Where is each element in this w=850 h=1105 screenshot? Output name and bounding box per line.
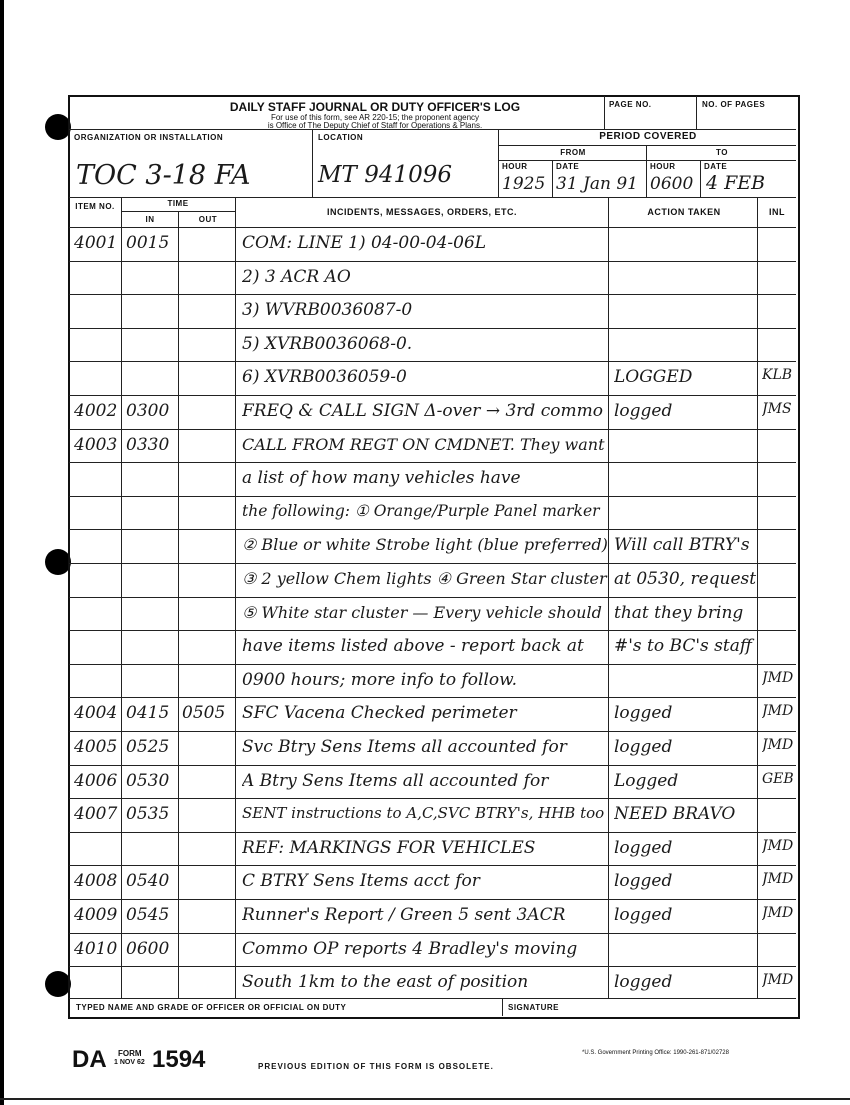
item-number: 4006 [74,770,118,791]
row-divider [69,933,796,934]
time-in: 0600 [126,938,170,959]
organization-value: TOC 3-18 FA [76,160,251,191]
row-divider [69,664,796,665]
initials: JMD [762,669,794,686]
time-in: 0535 [126,804,170,825]
incident-text: 0900 hours; more info to follow. [242,669,518,690]
form-number: 1594 [152,1046,206,1073]
row-divider [69,899,796,900]
incident-text: C BTRY Sens Items acct for [242,871,480,892]
from-date-value: 31 Jan 91 [556,174,638,194]
to-label: TO [716,148,728,157]
incident-text: South 1km to the east of position [242,972,529,993]
action-taken: logged [614,401,673,421]
page-edge [0,0,4,1105]
row-divider [69,563,796,564]
row-divider [69,328,796,329]
row-divider [69,731,796,732]
time-in: 0540 [126,871,170,892]
period-covered-label: PERIOD COVERED [599,131,697,142]
row-divider [69,765,796,766]
incident-text: ③ 2 yellow Chem lights ④ Green Star cluster [242,569,607,588]
previous-edition-note: PREVIOUS EDITION OF THIS FORM IS OBSOLETE. [258,1062,494,1071]
organization-label: ORGANIZATION OR INSTALLATION [74,133,224,142]
action-taken: NEED BRAVO [614,804,736,825]
form-subtitle-1: For use of this form, see AR 220-15; the proponent agency [270,113,480,122]
row-divider [69,529,796,530]
row-divider [69,630,796,631]
to-hour-label: HOUR [650,162,676,171]
incident-text: A Btry Sens Items all accounted for [242,770,549,791]
to-date-value: 4 FEB [706,172,766,194]
action-taken: Logged [614,770,679,791]
time-in: 0530 [126,770,170,791]
item-number: 4008 [74,871,118,892]
incident-text: CALL FROM REGT ON CMDNET. They want [242,434,605,454]
row-divider [69,361,796,362]
time-in: 0415 [126,703,170,724]
item-number: 4003 [74,434,118,455]
incident-text: REF: MARKINGS FOR VEHICLES [242,837,536,858]
time-in-label: IN [145,215,155,224]
item-number: 4002 [74,401,118,421]
incident-text: SFC Vacena Checked perimeter [242,703,517,724]
time-in: 0525 [126,737,170,757]
action-taken: logged [614,905,673,925]
item-number: 4009 [74,905,118,925]
row-divider [69,294,796,295]
incident-text: Runner's Report / Green 5 sent 3ACR [242,905,566,925]
incidents-label: INCIDENTS, MESSAGES, ORDERS, ETC. [326,207,518,217]
location-value: MT 941096 [318,162,453,188]
action-taken: logged [614,972,673,993]
from-date-label: DATE [556,162,580,171]
form-date: 1 NOV 62 [114,1059,145,1066]
incident-text: have items listed above - report back at [242,636,584,657]
action-taken: at 0530, request [614,569,757,589]
incident-text: Svc Btry Sens Items all accounted for [242,737,567,757]
row-divider [69,966,796,967]
to-hour-value: 0600 [650,174,694,194]
time-in: 0330 [126,434,170,455]
item-number: 4010 [74,938,118,959]
incident-text: 2) 3 ACR AO [242,266,351,287]
incident-text: ② Blue or white Strobe light (blue preferred) [242,535,608,555]
time-in: 0300 [126,401,170,421]
time-in: 0545 [126,905,170,925]
row-divider [69,798,796,799]
action-taken: logged [614,703,673,724]
initials: KLB [762,367,793,384]
initials: JMS [762,401,792,417]
incident-text: 5) XVRB0036068-0. [242,333,413,354]
item-no-label: ITEM NO. [75,202,115,211]
incident-text: ⑤ White star cluster — Every vehicle should [242,602,602,622]
form-label: FORM [118,1049,142,1058]
printing-office-note: *U.S. Government Printing Office: 1990-261-871/02728 [582,1050,729,1056]
row-divider [69,597,796,598]
row-divider [69,429,796,430]
incident-text: 3) WVRB0036087-0 [242,300,413,321]
time-out: 0505 [182,703,226,724]
action-taken-label: ACTION TAKEN [647,207,721,217]
incident-text: 6) XVRB0036059-0 [242,367,407,388]
signature-label: SIGNATURE [508,1003,560,1012]
item-number: 4001 [74,233,118,253]
to-date-label: DATE [704,162,728,171]
initials: JMD [762,737,794,753]
row-divider [69,261,796,262]
action-taken: #'s to BC's staff [614,636,752,657]
inl-label: INL [769,207,785,217]
incident-text: SENT instructions to A,C,SVC BTRY's, HHB too [242,804,605,823]
no-of-pages-label: NO. OF PAGES [702,100,766,109]
page-no-label: PAGE NO. [609,100,652,109]
row-divider [69,395,796,396]
action-taken: LOGGED [614,367,693,388]
time-out-label: OUT [198,215,218,224]
initials: JMD [762,871,794,888]
incident-text: FREQ & CALL SIGN Δ-over → 3rd commo [242,401,603,421]
action-taken: logged [614,737,673,757]
initials: GEB [762,770,794,787]
row-divider [69,865,796,866]
item-number: 4004 [74,703,118,724]
item-number: 4007 [74,804,118,825]
initials: JMD [762,905,794,921]
incident-text: COM: LINE 1) 04-00-04-06L [242,233,487,253]
from-label: FROM [560,148,586,157]
time-in: 0015 [126,233,170,253]
row-divider [69,462,796,463]
initials: JMD [762,703,794,720]
row-divider [69,496,796,497]
from-hour-value: 1925 [502,174,546,194]
incident-text: the following: ① Orange/Purple Panel marker [242,501,600,520]
action-taken: logged [614,871,673,892]
form-title: DAILY STAFF JOURNAL OR DUTY OFFICER'S LOG [229,100,521,114]
form-subtitle-2: is Office of The Deputy Chief of Staff for Operations & Plans. [267,121,483,130]
item-number: 4005 [74,737,118,757]
row-divider [69,697,796,698]
row-divider [69,832,796,833]
form-id: DA [72,1046,107,1073]
incident-text: Commo OP reports 4 Bradley's moving [242,938,578,959]
initials: JMD [762,972,794,989]
page-bottom-edge [0,1098,850,1100]
initials: JMD [762,837,794,854]
time-label: TIME [167,199,189,208]
typed-name-label: TYPED NAME AND GRADE OF OFFICER OR OFFICIAL ON DUTY [76,1003,347,1012]
incident-text: a list of how many vehicles have [242,468,521,489]
action-taken: logged [614,837,673,858]
from-hour-label: HOUR [502,162,528,171]
location-label: LOCATION [318,133,364,142]
action-taken: that they bring [614,602,744,623]
action-taken: Will call BTRY's [614,535,750,556]
